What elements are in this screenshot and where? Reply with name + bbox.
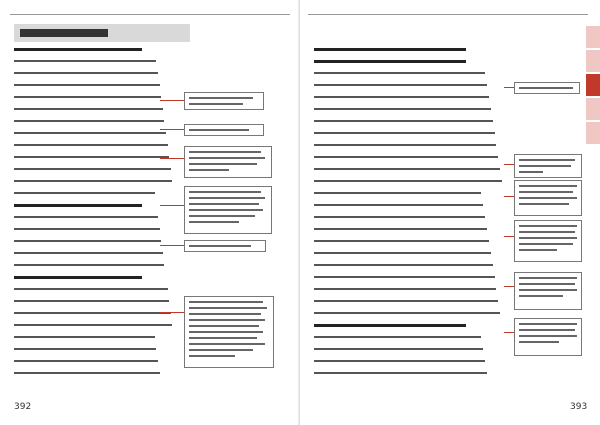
right-page-number: 393: [570, 402, 588, 412]
note-leader: [504, 164, 514, 165]
text-line: [314, 252, 491, 254]
text-line: [314, 216, 485, 218]
title-placeholder: [20, 29, 108, 37]
text-line: [14, 324, 172, 326]
section-heading-line: [14, 276, 142, 279]
margin-note: [514, 220, 582, 262]
text-line: [14, 252, 163, 254]
text-line: [14, 60, 156, 62]
margin-note: [184, 240, 266, 252]
text-line: [314, 72, 485, 74]
text-line: [14, 108, 163, 110]
text-line: [314, 372, 487, 374]
text-line: [14, 372, 160, 374]
text-line: [314, 156, 498, 158]
note-leader: [160, 129, 184, 130]
text-line: [314, 180, 502, 182]
left-body-text: [14, 48, 174, 388]
note-leader: [160, 312, 184, 313]
text-line: [14, 156, 169, 158]
section-heading-line: [14, 204, 142, 207]
margin-note: [184, 186, 272, 234]
note-leader: [504, 236, 514, 237]
title-band: [14, 24, 190, 42]
text-line: [314, 144, 496, 146]
margin-note: [184, 92, 264, 110]
chapter-tab: [586, 50, 600, 72]
text-line: [314, 168, 500, 170]
note-leader: [504, 286, 514, 287]
note-leader: [504, 332, 514, 333]
right-page: [300, 0, 600, 425]
text-line: [314, 132, 495, 134]
text-line: [14, 168, 171, 170]
text-line: [14, 216, 158, 218]
text-line: [14, 240, 161, 242]
text-line: [314, 312, 500, 314]
note-leader: [160, 245, 184, 246]
text-line: [14, 120, 164, 122]
note-leader: [504, 87, 514, 88]
text-line: [14, 228, 160, 230]
margin-note: [514, 154, 582, 178]
margin-note: [514, 318, 582, 356]
text-line: [314, 204, 483, 206]
chapter-tab-active: [586, 74, 600, 96]
text-line: [14, 96, 161, 98]
text-line: [314, 84, 487, 86]
right-running-header: [308, 10, 588, 19]
text-line: [14, 144, 168, 146]
chapter-tab: [586, 26, 600, 48]
section-heading-line: [314, 48, 466, 51]
margin-note: [184, 296, 274, 368]
note-leader: [160, 100, 184, 101]
text-line: [314, 336, 481, 338]
text-line: [14, 288, 168, 290]
text-line: [314, 192, 481, 194]
note-leader: [160, 158, 184, 159]
text-line: [314, 120, 493, 122]
chapter-tab: [586, 98, 600, 120]
section-heading-line: [314, 324, 466, 327]
note-leader: [160, 205, 184, 206]
margin-note: [184, 146, 272, 178]
section-heading-line: [314, 60, 466, 63]
text-line: [14, 336, 155, 338]
text-line: [14, 180, 172, 182]
text-line: [14, 192, 155, 194]
left-running-header: [10, 10, 290, 19]
text-line: [314, 360, 485, 362]
text-line: [314, 348, 483, 350]
margin-note: [514, 82, 580, 94]
text-line: [314, 240, 489, 242]
text-line: [14, 72, 158, 74]
text-line: [14, 264, 164, 266]
text-line: [314, 228, 487, 230]
section-heading-line: [14, 48, 142, 51]
margin-note: [514, 180, 582, 216]
note-leader: [504, 196, 514, 197]
text-line: [14, 132, 166, 134]
text-line: [314, 288, 496, 290]
text-line: [14, 360, 158, 362]
text-line: [314, 108, 491, 110]
text-line: [314, 96, 489, 98]
left-page-number: 392: [14, 402, 32, 412]
text-line: [314, 276, 495, 278]
margin-note: [514, 272, 582, 310]
text-line: [14, 84, 160, 86]
text-line: [314, 264, 493, 266]
margin-note: [184, 124, 264, 136]
text-line: [14, 300, 169, 302]
text-line: [14, 348, 156, 350]
right-body-text: [314, 48, 504, 388]
text-line: [14, 312, 171, 314]
chapter-tab: [586, 122, 600, 144]
text-line: [314, 300, 498, 302]
